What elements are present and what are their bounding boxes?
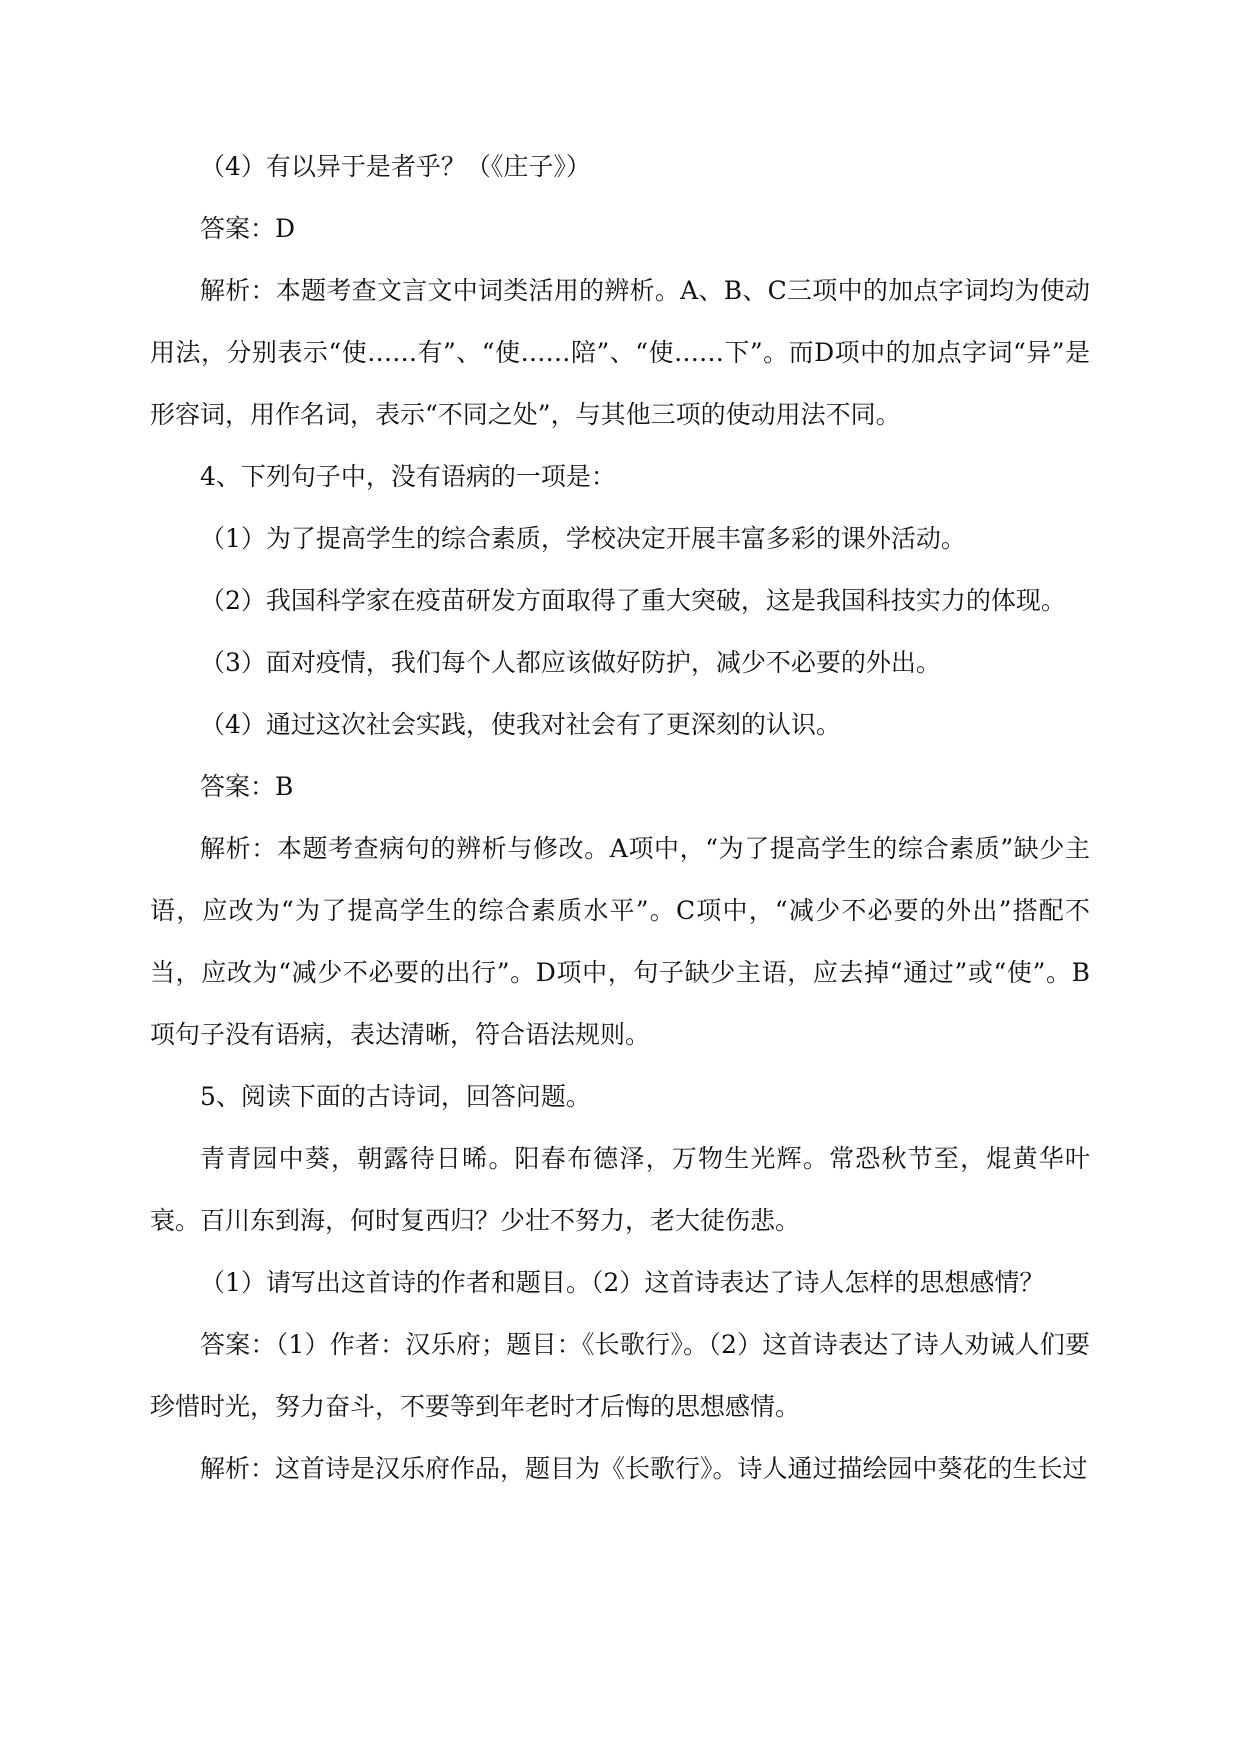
question-4-item-4: （4）通过这次社会实践，使我对社会有了更深刻的认识。 [200,710,841,739]
question-5-answer: 答案：（1）作者：汉乐府；题目：《长歌行》。（2）这首诗表达了诗人劝诫人们要珍惜时光，努力奋斗，不要等到年老时才后悔的思想感情。 [150,1330,1090,1421]
document-body [150,136,1090,1500]
question-3-answer: 答案：D [200,214,296,243]
question-5-poem: 青青园中葵，朝露待日晞。阳春布德泽，万物生光辉。常恐秋节至，焜黄华叶衰。百川东到海，何时复西归？少壮不努力，老大徒伤悲。 [150,1144,1090,1235]
question-4-item-3: （3）面对疫情，我们每个人都应该做好防护，减少不必要的外出。 [200,648,941,677]
question-5-prompt: （1）请写出这首诗的作者和题目。（2）这首诗表达了诗人怎样的思想感情？ [200,1268,1045,1297]
question-5-title: 5、阅读下面的古诗词，回答问题。 [200,1082,591,1111]
question-4-answer: 答案：B [200,772,294,801]
question-3-analysis: 解析：本题考查文言文中词类活用的辨析。A、B、C三项中的加点字词均为使动用法，分别表示“使……有”、“使……陪”、“使……下”。而D项中的加点字词“异”是形容词，用作名词，表示“不同之处”，与其他三项的使动用法不同。 [150,276,1090,429]
question-4-title: 4、下列句子中，没有语病的一项是： [200,462,616,491]
question-4-analysis: 解析：本题考查病句的辨析与修改。A项中，“为了提高学生的综合素质”缺少主语，应改为“为了提高学生的综合素质水平”。C项中，“减少不必要的外出”搭配不当，应改为“减少不必要的出行”。D项中，句子缺少主语，应去掉“通过”或“使”。B项句子没有语病，表达清晰，符合语法规则。 [150,834,1090,1049]
question-3-item-4: （4）有以异于是者乎？（《庄子》） [200,152,591,181]
question-4-item-1: （1）为了提高学生的综合素质，学校决定开展丰富多彩的课外活动。 [200,524,966,553]
question-5-analysis: 解析：这首诗是汉乐府作品，题目为《长歌行》。诗人通过描绘园中葵花的生长过 [200,1454,1088,1483]
question-4-item-2: （2）我国科学家在疫苗研发方面取得了重大突破，这是我国科技实力的体现。 [200,586,1066,615]
